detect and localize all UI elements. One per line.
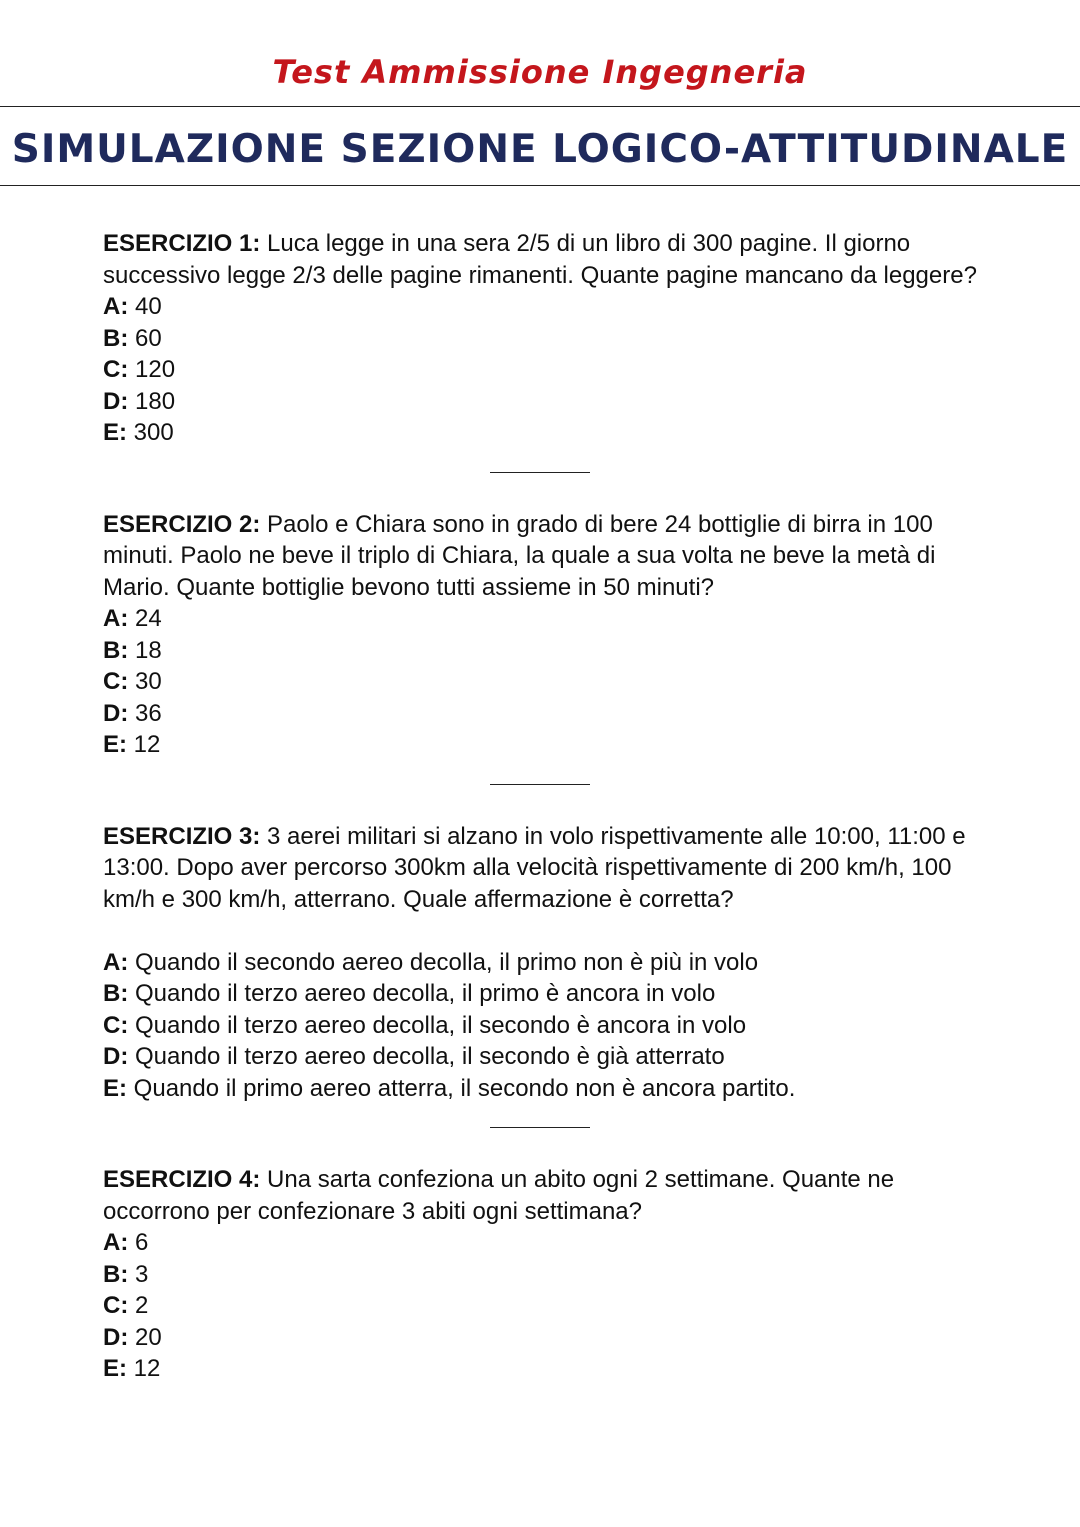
answer-option: [103, 1259, 983, 1291]
option-letter: B:: [103, 636, 129, 664]
exercise-text: 3 aerei militari si alzano in volo rispettivamente alle 10:00, 11:00 e 13:00. Dopo aver percorso 300km alla velocità rispettivamente di 200 km/h, 100 km/h e 300 km/h, atterrano. Quale affermazione è corretta?: [103, 822, 966, 913]
option-letter: E:: [103, 731, 127, 758]
answer-options: [103, 603, 983, 761]
answer-option: [103, 978, 983, 1010]
option-text: 300: [133, 419, 174, 446]
option-letter: B:: [103, 324, 129, 352]
option-letter: E:: [103, 1355, 127, 1382]
option-letter: C:: [103, 356, 129, 383]
answer-option: [103, 635, 983, 667]
answer-options: [103, 947, 983, 1105]
option-text: 30: [135, 668, 162, 695]
answer-option: [103, 354, 983, 386]
option-letter: D:: [103, 1323, 129, 1351]
separator-line: [490, 472, 590, 473]
answer-option: [103, 729, 983, 761]
option-text: 120: [135, 356, 176, 383]
exercise-question: [103, 821, 983, 916]
answer-option: [103, 947, 983, 979]
answer-option: [103, 323, 983, 355]
answer-option: [103, 1290, 983, 1322]
option-letter: A:: [103, 1229, 129, 1256]
exercise-label: ESERCIZIO 2:: [103, 510, 261, 538]
option-text: Quando il terzo aereo decolla, il secondo è ancora in volo: [135, 1011, 747, 1039]
page-title: Test Ammissione Ingegneria: [272, 53, 808, 91]
option-text: 180: [135, 387, 176, 415]
blank-line: [103, 915, 983, 947]
option-letter: E:: [103, 419, 127, 446]
exercise-1: [103, 228, 983, 449]
exercise-text: Paolo e Chiara sono in grado di bere 24 bottiglie di birra in 100 minuti. Paolo ne beve il triplo di Chiara, la quale a sua volta ne beve la metà di Mario. Quante bottiglie bevono tutti assieme in 50 minuti?: [103, 510, 936, 601]
option-letter: E:: [103, 1074, 127, 1102]
option-text: 12: [133, 731, 161, 758]
option-letter: B:: [103, 1260, 129, 1288]
exercise-4: [103, 1164, 983, 1385]
separator-line: [490, 784, 590, 785]
answer-options: [103, 291, 983, 449]
option-letter: D:: [103, 387, 129, 415]
exercise-question: [103, 509, 983, 604]
answer-option: [103, 1010, 983, 1042]
separator: [103, 449, 983, 509]
exercise-2: [103, 509, 983, 761]
option-text: 18: [135, 636, 162, 664]
option-letter: A:: [103, 293, 129, 320]
exercise-text: Una sarta confeziona un abito ogni 2 settimane. Quante ne occorrono per confezionare 3 abiti ogni settimana?: [103, 1166, 895, 1225]
option-letter: C:: [103, 668, 129, 695]
exercise-label: ESERCIZIO 4:: [103, 1166, 261, 1193]
answer-option: [103, 698, 983, 730]
answer-option: [103, 603, 983, 635]
answer-options: [103, 1227, 983, 1385]
exercise-label: ESERCIZIO 3:: [103, 822, 261, 850]
option-text: Quando il secondo aereo decolla, il primo non è più in volo: [135, 948, 759, 976]
answer-option: [103, 666, 983, 698]
top-divider: [0, 106, 1080, 107]
exercise-list: [103, 228, 983, 1385]
option-text: 20: [135, 1323, 162, 1351]
separator: [103, 761, 983, 821]
separator: [103, 1104, 983, 1164]
option-letter: A:: [103, 605, 129, 632]
answer-option: [103, 417, 983, 449]
exercise-text: Luca legge in una sera 2/5 di un libro di 300 pagine. Il giorno successivo legge 2/3 delle pagine rimanenti. Quante pagine mancano da leggere?: [103, 230, 977, 289]
answer-option: [103, 1073, 983, 1105]
option-text: 12: [133, 1355, 161, 1382]
option-text: 3: [135, 1260, 149, 1288]
option-letter: A:: [103, 948, 129, 976]
section-banner: SIMULAZIONE SEZIONE LOGICO-ATTITUDINALE: [11, 127, 1069, 172]
option-text: 36: [135, 699, 162, 727]
option-letter: D:: [103, 699, 129, 727]
option-text: 6: [135, 1229, 149, 1256]
option-letter: C:: [103, 1292, 129, 1319]
answer-option: [103, 291, 983, 323]
option-text: 40: [135, 293, 162, 320]
answer-option: [103, 1041, 983, 1073]
exercise-label: ESERCIZIO 1:: [103, 230, 261, 257]
option-letter: C:: [103, 1011, 129, 1039]
answer-option: [103, 1353, 983, 1385]
option-text: 24: [135, 605, 162, 632]
option-text: Quando il terzo aereo decolla, il secondo è già atterrato: [135, 1043, 725, 1070]
option-text: 2: [135, 1292, 149, 1319]
exercise-question: [103, 1164, 983, 1227]
bottom-divider: [0, 185, 1080, 186]
answer-option: [103, 1322, 983, 1354]
answer-option: [103, 1227, 983, 1259]
option-text: 60: [135, 324, 162, 352]
option-letter: B:: [103, 980, 129, 1007]
option-text: Quando il terzo aereo decolla, il primo è ancora in volo: [135, 980, 716, 1007]
separator-line: [490, 1127, 590, 1128]
exercise-3: [103, 821, 983, 1105]
option-text: Quando il primo aereo atterra, il secondo non è ancora partito.: [133, 1074, 796, 1102]
option-letter: D:: [103, 1043, 129, 1070]
exercise-question: [103, 228, 983, 291]
answer-option: [103, 386, 983, 418]
